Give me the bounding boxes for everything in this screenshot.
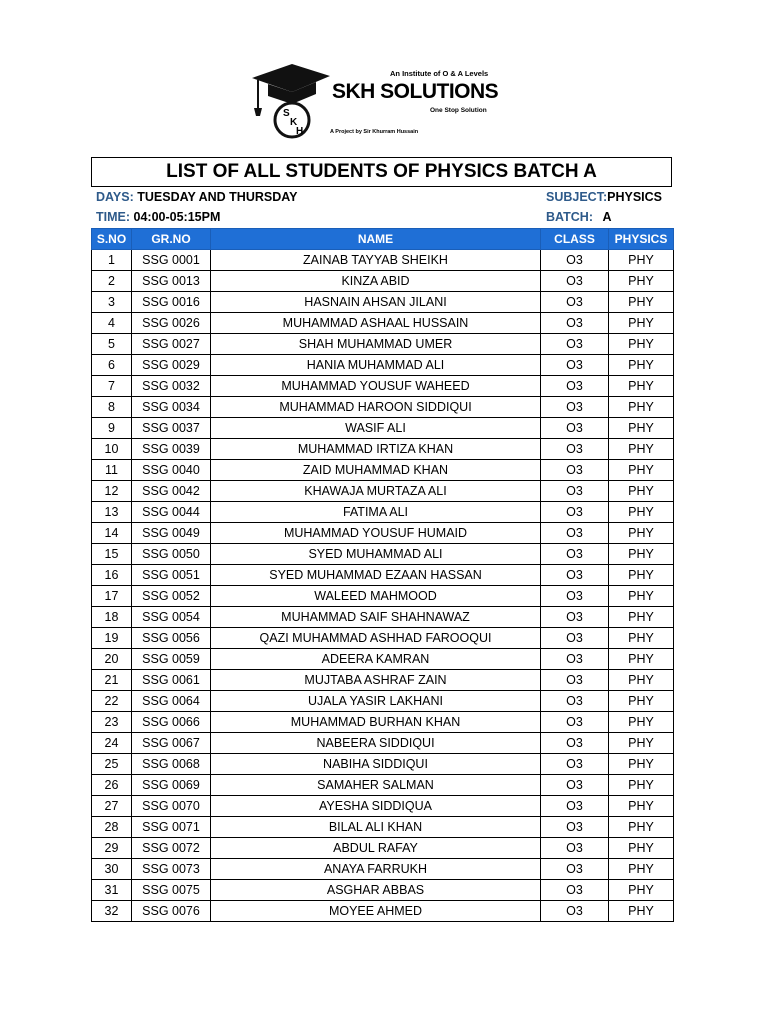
cell-subject: PHY — [609, 565, 674, 586]
cell-subject: PHY — [609, 775, 674, 796]
cell-sno: 17 — [92, 586, 132, 607]
cell-grno: SSG 0013 — [132, 271, 211, 292]
cell-grno: SSG 0040 — [132, 460, 211, 481]
cell-subject: PHY — [609, 649, 674, 670]
table-row — [92, 355, 674, 376]
header-sno: S.NO — [92, 229, 132, 250]
cell-name: MUHAMMAD HAROON SIDDIQUI — [211, 397, 541, 418]
subject-label: SUBJECT: — [546, 190, 608, 204]
cell-class: O3 — [541, 859, 609, 880]
cell-name: WASIF ALI — [211, 418, 541, 439]
subject-line — [546, 190, 662, 204]
table-row — [92, 376, 674, 397]
cell-sno: 21 — [92, 670, 132, 691]
cell-class: O3 — [541, 880, 609, 901]
cell-grno: SSG 0068 — [132, 754, 211, 775]
cell-grno: SSG 0061 — [132, 670, 211, 691]
cell-subject: PHY — [609, 796, 674, 817]
cell-sno: 9 — [92, 418, 132, 439]
cell-sno: 11 — [92, 460, 132, 481]
cell-name: MUJTABA ASHRAF ZAIN — [211, 670, 541, 691]
cell-grno: SSG 0042 — [132, 481, 211, 502]
table-row — [92, 502, 674, 523]
cell-class: O3 — [541, 838, 609, 859]
cell-class: O3 — [541, 439, 609, 460]
document-title — [91, 157, 672, 187]
cell-sno: 16 — [92, 565, 132, 586]
cell-subject: PHY — [609, 418, 674, 439]
cell-grno: SSG 0069 — [132, 775, 211, 796]
table-row — [92, 754, 674, 775]
cell-name: FATIMA ALI — [211, 502, 541, 523]
logo-brand-name: SKH SOLUTIONS — [332, 80, 499, 103]
cell-name: SAMAHER SALMAN — [211, 775, 541, 796]
table-row — [92, 670, 674, 691]
cell-subject: PHY — [609, 607, 674, 628]
cell-grno: SSG 0027 — [132, 334, 211, 355]
cell-name: MOYEE AHMED — [211, 901, 541, 922]
cell-subject: PHY — [609, 481, 674, 502]
cell-name: SHAH MUHAMMAD UMER — [211, 334, 541, 355]
cell-grno: SSG 0026 — [132, 313, 211, 334]
logo-project-credit: A Project by Sir Khurram Hussain — [330, 129, 419, 135]
cell-class: O3 — [541, 670, 609, 691]
cell-grno: SSG 0044 — [132, 502, 211, 523]
logo-slogan: One Stop Solution — [430, 107, 487, 114]
header-grno: GR.NO — [132, 229, 211, 250]
cell-class: O3 — [541, 313, 609, 334]
cell-class: O3 — [541, 754, 609, 775]
cell-class: O3 — [541, 292, 609, 313]
table-row — [92, 817, 674, 838]
cell-sno: 23 — [92, 712, 132, 733]
cell-sno: 12 — [92, 481, 132, 502]
header-name: NAME — [211, 229, 541, 250]
table-row — [92, 565, 674, 586]
cell-subject: PHY — [609, 586, 674, 607]
table-row — [92, 271, 674, 292]
time-label: TIME: — [96, 210, 131, 224]
table-row — [92, 691, 674, 712]
cell-name: ASGHAR ABBAS — [211, 880, 541, 901]
cell-name: AYESHA SIDDIQUA — [211, 796, 541, 817]
cell-subject: PHY — [609, 523, 674, 544]
days-label: DAYS: — [96, 190, 134, 204]
logo-letter-s: S — [283, 108, 290, 119]
cell-grno: SSG 0066 — [132, 712, 211, 733]
cell-class: O3 — [541, 376, 609, 397]
cell-sno: 10 — [92, 439, 132, 460]
table-row — [92, 397, 674, 418]
cell-grno: SSG 0029 — [132, 355, 211, 376]
cell-subject: PHY — [609, 838, 674, 859]
table-row — [92, 313, 674, 334]
cell-grno: SSG 0001 — [132, 250, 211, 271]
cell-sno: 27 — [92, 796, 132, 817]
time-line — [96, 210, 220, 224]
table-row — [92, 880, 674, 901]
table-row — [92, 712, 674, 733]
cell-name: ABDUL RAFAY — [211, 838, 541, 859]
table-row — [92, 775, 674, 796]
cell-sno: 3 — [92, 292, 132, 313]
cell-class: O3 — [541, 271, 609, 292]
table-row — [92, 859, 674, 880]
cell-subject: PHY — [609, 292, 674, 313]
cell-name: MUHAMMAD BURHAN KHAN — [211, 712, 541, 733]
time-value: 04:00-05:15PM — [133, 210, 221, 224]
cell-sno: 18 — [92, 607, 132, 628]
logo-tagline: An Institute of O & A Levels — [390, 69, 489, 78]
cell-grno: SSG 0067 — [132, 733, 211, 754]
cell-grno: SSG 0059 — [132, 649, 211, 670]
table-row — [92, 901, 674, 922]
cell-subject: PHY — [609, 376, 674, 397]
document-title-text: LIST OF ALL STUDENTS OF PHYSICS BATCH A — [166, 161, 597, 182]
cell-class: O3 — [541, 334, 609, 355]
cell-sno: 13 — [92, 502, 132, 523]
cell-sno: 26 — [92, 775, 132, 796]
cell-sno: 28 — [92, 817, 132, 838]
cell-name: ZAID MUHAMMAD KHAN — [211, 460, 541, 481]
cell-sno: 19 — [92, 628, 132, 649]
cell-grno: SSG 0051 — [132, 565, 211, 586]
cell-name: WALEED MAHMOOD — [211, 586, 541, 607]
cell-class: O3 — [541, 460, 609, 481]
cell-sno: 30 — [92, 859, 132, 880]
cell-sno: 4 — [92, 313, 132, 334]
cell-class: O3 — [541, 418, 609, 439]
cell-subject: PHY — [609, 628, 674, 649]
cell-sno: 24 — [92, 733, 132, 754]
batch-line — [546, 210, 612, 224]
cell-name: SYED MUHAMMAD EZAAN HASSAN — [211, 565, 541, 586]
cell-subject: PHY — [609, 544, 674, 565]
cell-class: O3 — [541, 691, 609, 712]
cell-subject: PHY — [609, 691, 674, 712]
skh-logo — [246, 50, 499, 142]
cell-name: MUHAMMAD IRTIZA KHAN — [211, 439, 541, 460]
cell-subject: PHY — [609, 439, 674, 460]
cell-class: O3 — [541, 607, 609, 628]
cell-class: O3 — [541, 817, 609, 838]
cell-grno: SSG 0016 — [132, 292, 211, 313]
cell-subject: PHY — [609, 817, 674, 838]
table-row — [92, 796, 674, 817]
cell-subject: PHY — [609, 460, 674, 481]
cell-subject: PHY — [609, 355, 674, 376]
cell-sno: 6 — [92, 355, 132, 376]
cell-subject: PHY — [609, 901, 674, 922]
batch-value: A — [602, 210, 612, 224]
cell-grno: SSG 0034 — [132, 397, 211, 418]
cell-subject: PHY — [609, 754, 674, 775]
logo-letter-h: H — [296, 126, 304, 137]
table-row — [92, 838, 674, 859]
cell-class: O3 — [541, 901, 609, 922]
cell-subject: PHY — [609, 397, 674, 418]
cell-name: MUHAMMAD YOUSUF WAHEED — [211, 376, 541, 397]
cell-subject: PHY — [609, 502, 674, 523]
cell-sno: 5 — [92, 334, 132, 355]
cell-name: UJALA YASIR LAKHANI — [211, 691, 541, 712]
days-value: TUESDAY AND THURSDAY — [137, 190, 298, 204]
table-row — [92, 292, 674, 313]
cell-class: O3 — [541, 397, 609, 418]
student-roster-table — [91, 228, 674, 922]
cell-grno: SSG 0039 — [132, 439, 211, 460]
cell-sno: 2 — [92, 271, 132, 292]
cell-class: O3 — [541, 355, 609, 376]
table-row — [92, 481, 674, 502]
cell-sno: 15 — [92, 544, 132, 565]
graduation-cap-icon — [246, 50, 336, 142]
cell-grno: SSG 0075 — [132, 880, 211, 901]
cell-class: O3 — [541, 565, 609, 586]
cell-class: O3 — [541, 586, 609, 607]
cell-name: HASNAIN AHSAN JILANI — [211, 292, 541, 313]
table-row — [92, 418, 674, 439]
cell-grno: SSG 0049 — [132, 523, 211, 544]
cell-class: O3 — [541, 733, 609, 754]
cell-sno: 20 — [92, 649, 132, 670]
cell-grno: SSG 0064 — [132, 691, 211, 712]
cell-subject: PHY — [609, 670, 674, 691]
cell-sno: 29 — [92, 838, 132, 859]
table-row — [92, 250, 674, 271]
table-row — [92, 628, 674, 649]
cell-subject: PHY — [609, 859, 674, 880]
cell-class: O3 — [541, 481, 609, 502]
cell-sno: 1 — [92, 250, 132, 271]
cell-grno: SSG 0050 — [132, 544, 211, 565]
cell-grno: SSG 0071 — [132, 817, 211, 838]
cell-grno: SSG 0054 — [132, 607, 211, 628]
cell-class: O3 — [541, 775, 609, 796]
cell-name: QAZI MUHAMMAD ASHHAD FAROOQUI — [211, 628, 541, 649]
cell-subject: PHY — [609, 733, 674, 754]
cell-grno: SSG 0037 — [132, 418, 211, 439]
cell-subject: PHY — [609, 712, 674, 733]
cell-class: O3 — [541, 796, 609, 817]
cell-name: ANAYA FARRUKH — [211, 859, 541, 880]
cell-class: O3 — [541, 523, 609, 544]
table-row — [92, 460, 674, 481]
cell-grno: SSG 0032 — [132, 376, 211, 397]
table-row — [92, 586, 674, 607]
logo-letter-k: K — [290, 117, 298, 128]
cell-name: MUHAMMAD SAIF SHAHNAWAZ — [211, 607, 541, 628]
cell-name: KHAWAJA MURTAZA ALI — [211, 481, 541, 502]
cell-sno: 32 — [92, 901, 132, 922]
cell-sno: 7 — [92, 376, 132, 397]
cell-class: O3 — [541, 649, 609, 670]
cell-class: O3 — [541, 712, 609, 733]
cell-sno: 8 — [92, 397, 132, 418]
cell-sno: 14 — [92, 523, 132, 544]
cell-grno: SSG 0052 — [132, 586, 211, 607]
cell-class: O3 — [541, 628, 609, 649]
table-row — [92, 544, 674, 565]
cell-name: ZAINAB TAYYAB SHEIKH — [211, 250, 541, 271]
days-line — [96, 190, 297, 204]
cell-name: MUHAMMAD YOUSUF HUMAID — [211, 523, 541, 544]
table-body — [92, 250, 674, 922]
cell-name: HANIA MUHAMMAD ALI — [211, 355, 541, 376]
cell-subject: PHY — [609, 271, 674, 292]
table-row — [92, 733, 674, 754]
cell-sno: 22 — [92, 691, 132, 712]
cell-class: O3 — [541, 502, 609, 523]
cell-class: O3 — [541, 544, 609, 565]
table-row — [92, 439, 674, 460]
table-row — [92, 649, 674, 670]
cell-name: NABIHA SIDDIQUI — [211, 754, 541, 775]
batch-label: BATCH: — [546, 210, 593, 224]
cell-name: BILAL ALI KHAN — [211, 817, 541, 838]
cell-grno: SSG 0070 — [132, 796, 211, 817]
table-row — [92, 607, 674, 628]
cell-subject: PHY — [609, 880, 674, 901]
cell-name: NABEERA SIDDIQUI — [211, 733, 541, 754]
header-class: CLASS — [541, 229, 609, 250]
cell-grno: SSG 0072 — [132, 838, 211, 859]
cell-subject: PHY — [609, 313, 674, 334]
cell-name: SYED MUHAMMAD ALI — [211, 544, 541, 565]
cell-sno: 25 — [92, 754, 132, 775]
cell-grno: SSG 0076 — [132, 901, 211, 922]
header-physics: PHYSICS — [609, 229, 674, 250]
cell-class: O3 — [541, 250, 609, 271]
cell-grno: SSG 0056 — [132, 628, 211, 649]
cell-sno: 31 — [92, 880, 132, 901]
table-row — [92, 523, 674, 544]
cell-grno: SSG 0073 — [132, 859, 211, 880]
table-row — [92, 334, 674, 355]
cell-name: KINZA ABID — [211, 271, 541, 292]
cell-name: ADEERA KAMRAN — [211, 649, 541, 670]
cell-name: MUHAMMAD ASHAAL HUSSAIN — [211, 313, 541, 334]
subject-value: PHYSICS — [607, 190, 663, 204]
table-header-row — [92, 229, 674, 250]
cell-subject: PHY — [609, 334, 674, 355]
cell-subject: PHY — [609, 250, 674, 271]
